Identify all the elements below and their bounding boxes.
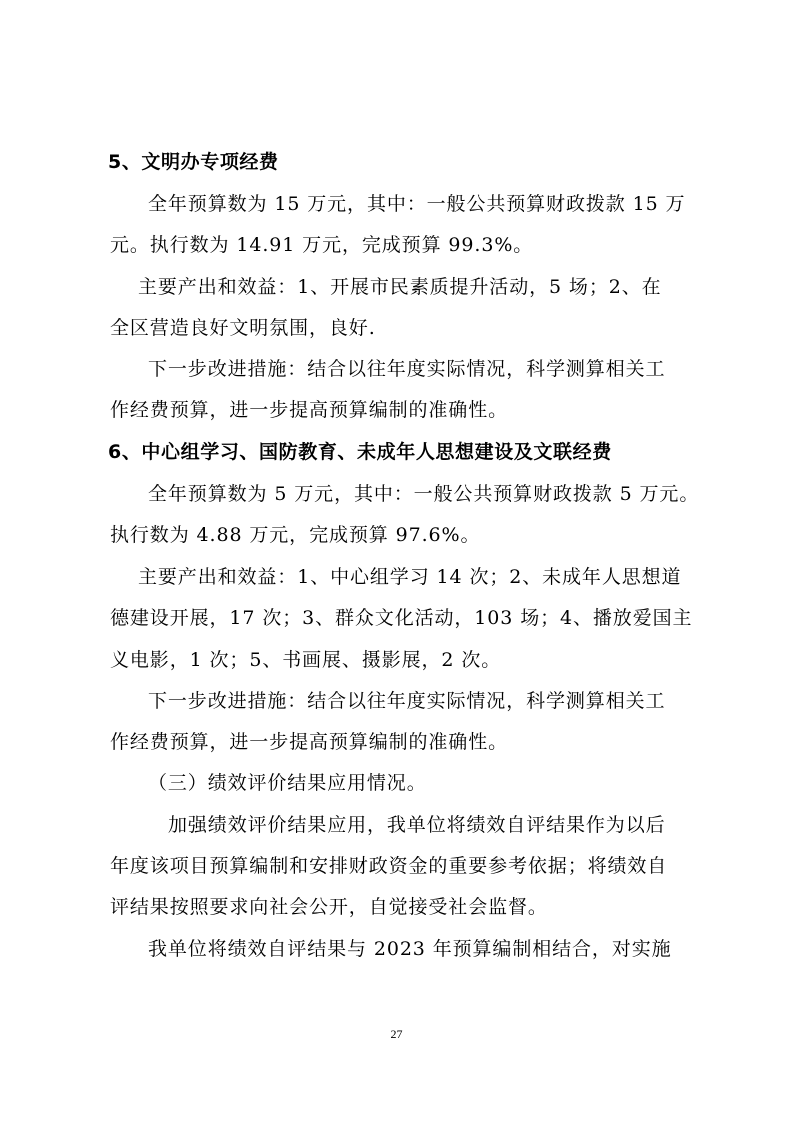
text-line: 主要产出和效益：1、中心组学习 14 次；2、未成年人思想道: [138, 566, 682, 588]
text-line: 执行数为 4.88 万元，完成预算 97.6%。: [110, 524, 481, 546]
section-heading-5: 5、文明办专项经费: [108, 151, 279, 173]
section-heading-6: 6、中心组学习、国防教育、未成年人思想建设及文联经费: [108, 441, 612, 463]
text-line: 作经费预算，进一步提高预算编制的准确性。: [110, 731, 509, 753]
text-line: 加强绩效评价结果应用，我单位将绩效自评结果作为以后: [168, 814, 666, 836]
text-line: 德建设开展，17 次；3、群众文化活动，103 场；4、播放爱国主: [110, 607, 693, 629]
text-line: 年度该项目预算编制和安排财政资金的重要参考依据；将绩效自: [110, 855, 668, 877]
text-line: 元。执行数为 14.91 万元，完成预算 99.3%。: [110, 234, 534, 256]
text-line: 全年预算数为 5 万元，其中：一般公共预算财政拨款 5 万元。: [148, 483, 700, 505]
text-line: 义电影，1 次；5、书画展、摄影展，2 次。: [110, 649, 502, 671]
text-line: 全区营造良好文明氛围，良好.: [110, 317, 376, 339]
text-line: 主要产出和效益：1、开展市民素质提升活动，5 场；2、在: [138, 276, 662, 298]
text-line: 下一步改进措施：结合以往年度实际情况，科学测算相关工: [148, 358, 666, 380]
text-line: 下一步改进措施：结合以往年度实际情况，科学测算相关工: [148, 690, 666, 712]
text-line: 作经费预算，进一步提高预算编制的准确性。: [110, 399, 509, 421]
text-line: 评结果按照要求向社会公开，自觉接受社会监督。: [110, 896, 548, 918]
text-line: 我单位将绩效自评结果与 2023 年预算编制相结合，对实施: [148, 938, 672, 960]
page-number: 27: [390, 1027, 403, 1041]
subsection-title: （三）绩效评价结果应用情况。: [148, 772, 427, 794]
text-line: 全年预算数为 15 万元，其中：一般公共预算财政拨款 15 万: [148, 193, 686, 215]
